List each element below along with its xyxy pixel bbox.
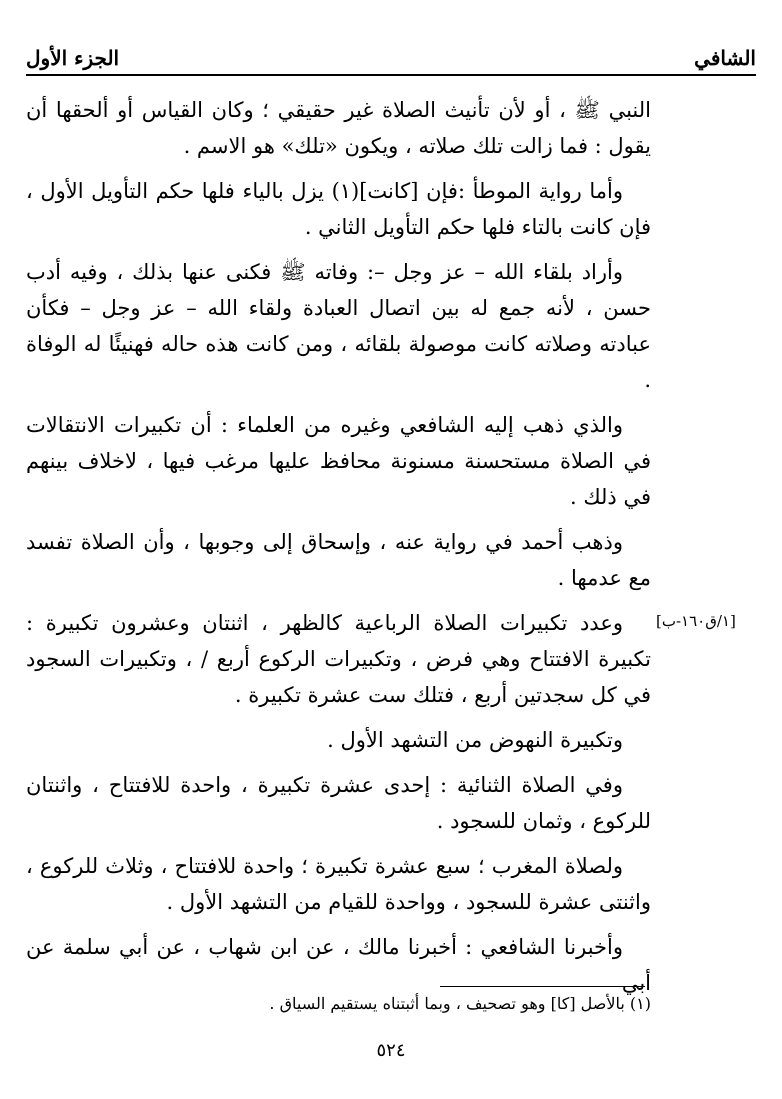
page-number: ٥٢٤ [376, 1040, 406, 1061]
paragraph: والذي ذهب إليه الشافعي وغيره من العلماء : أن تكبيرات الانتقالات في الصلاة مستحسنة مسنونة محافظ عليها مرغب فيها ، لاخلاف بينهم في ذلك . [26, 413, 651, 509]
footnote: (١) بالأصل [كا] وهو تصحيف ، وبما أثبتناه يستقيم السياق . [269, 994, 651, 1013]
paragraph: وعدد تكبيرات الصلاة الرباعية كالظهر ، اثنتان وعشرون تكبيرة : تكبيرة الافتتاح وهي فرض ، وتكبيرات الركوع أربع / ، وتكبيرات السجود في كل سجدتين أربع ، فتلك ست عشرة تكبيرة . [26, 611, 651, 707]
page-header [26, 40, 756, 76]
header-left-title: الجزء الأول [26, 46, 120, 70]
header-right-title: الشافي [694, 46, 756, 70]
footnote-divider [440, 986, 645, 987]
page-body [26, 92, 651, 1010]
paragraph: وتكبيرة النهوض من التشهد الأول . [327, 728, 623, 752]
margin-manuscript-note: [١/ق١٦٠-ب] [656, 612, 736, 630]
paragraph: ولصلاة المغرب ؛ سبع عشرة تكبيرة ؛ واحدة للافتتاح ، وثلاث للركوع ، واثنتى عشرة للسجود ، وواحدة للقيام من التشهد الأول . [26, 854, 651, 914]
paragraph: وأما رواية الموطأ :فإن [كانت](١) يزل بالياء فلها حكم التأويل الأول ، فإن كانت بالتاء فلها حكم التأويل الثاني . [26, 179, 651, 239]
paragraph: وأراد بلقاء الله – عز وجل –: وفاته ﷺ فكنى عنها بذلك ، وفيه أدب حسن ، لأنه جمع له بين اتصال العبادة ولقاء الله – عز وجل – فكأن عبادته وصلاته كانت موصولة بلقائه ، ومن كانت هذه حاله فهنيئًا له الوفاة . [26, 260, 651, 392]
paragraph: النبي ﷺ ، أو لأن تأنيث الصلاة غير حقيقي ؛ وكان القياس أو ألحقها أن يقول : فما زالت تلك صلاته ، ويكون «تلك» هو الاسم . [26, 98, 651, 158]
paragraph: وأخبرنا الشافعي : أخبرنا مالك ، عن ابن شهاب ، عن أبي سلمة عن أبي [26, 935, 651, 995]
paragraph: وذهب أحمد في رواية عنه ، وإسحاق إلى وجوبها ، وأن الصلاة تفسد مع عدمها . [26, 530, 651, 590]
paragraph: وفي الصلاة الثنائية : إحدى عشرة تكبيرة ، واحدة للافتتاح ، واثنتان للركوع ، وثمان للسجود . [26, 773, 651, 833]
